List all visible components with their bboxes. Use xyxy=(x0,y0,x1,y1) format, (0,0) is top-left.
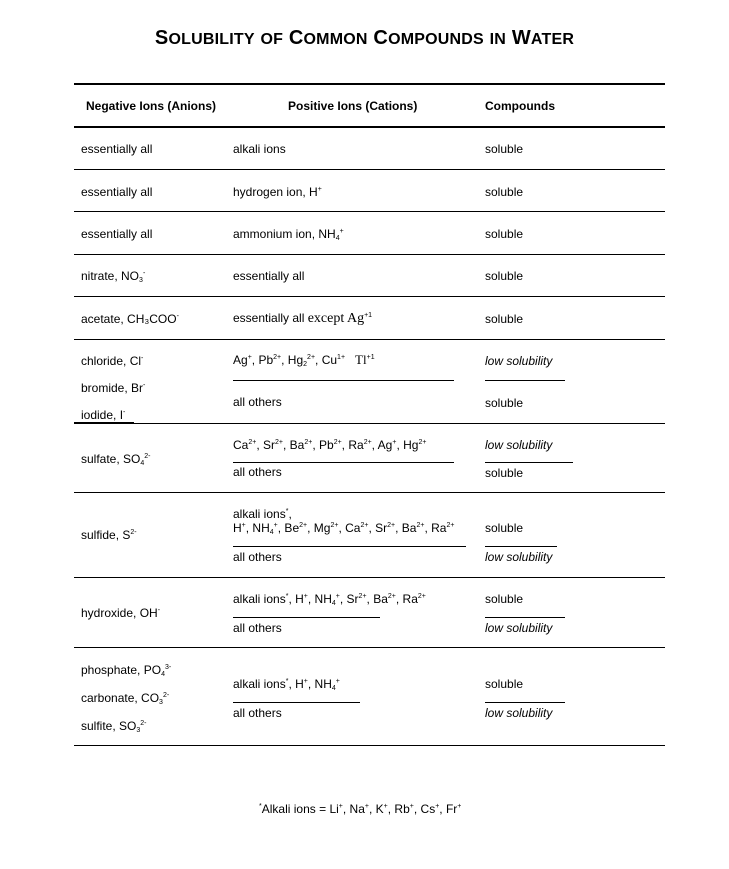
row4-anion: nitrate, $NO_3^-$ xyxy=(81,269,146,284)
compound-divider xyxy=(485,380,565,381)
row-divider xyxy=(74,211,665,212)
row-divider xyxy=(74,296,665,297)
row-divider xyxy=(74,423,665,424)
header-cations: Positive Ions (Cations) xyxy=(288,99,418,113)
row5-compound: soluble xyxy=(485,312,524,326)
row8-anion: sulfide, $S^{2-}$ xyxy=(81,528,137,542)
row6-cation-others: all others xyxy=(233,395,282,409)
table-top-rule xyxy=(74,83,665,85)
cation-divider xyxy=(233,617,380,618)
compound-divider xyxy=(485,702,565,703)
row10-anion-sulfite: sulfite, $SO_3^{2-}$ xyxy=(81,719,147,734)
row-divider xyxy=(74,492,665,493)
row-divider xyxy=(74,339,665,340)
row4-compound: soluble xyxy=(485,269,524,283)
row3-compound: soluble xyxy=(485,227,524,241)
row-divider xyxy=(74,647,665,648)
page-title: SOLUBILITY OF COMMON COMPOUNDS IN WATER xyxy=(154,27,575,49)
row10-compound-low: low solubility xyxy=(485,706,553,720)
row3-cation: ammonium ion, $NH_4^+$ xyxy=(233,227,344,242)
row3-anion: essentially all xyxy=(81,227,153,241)
table-bottom-rule xyxy=(74,745,665,746)
footnote: *Alkali ions = Li+, Na+, K+, Rb+, Cs+, Fr+ xyxy=(259,802,462,816)
row10-anion-carbonate: carbonate, $CO_3^{2-}$ xyxy=(81,691,170,706)
row10-cation-list: alkali ions*, H+, $NH_4^+$ xyxy=(233,677,340,692)
row6-anion-iodide: iodide, I- xyxy=(81,408,126,422)
row-divider xyxy=(74,169,665,170)
row1-cation: alkali ions xyxy=(233,142,286,156)
row1-anion: essentially all xyxy=(81,142,153,156)
compound-divider xyxy=(485,617,565,618)
row6-cation-low: Ag+, $Pb^{2+}$, $Hg_2^{2+}$, $Cu^{1+}$ $Tl^{+1}$ xyxy=(233,352,375,368)
row-divider xyxy=(74,577,665,578)
row10-anion-phosphate: phosphate, $PO_4^{3-}$ xyxy=(81,663,172,678)
row4-cation: essentially all xyxy=(233,269,305,283)
row1-compound: soluble xyxy=(485,142,524,156)
row2-anion: essentially all xyxy=(81,185,153,199)
header-compounds: Compounds xyxy=(485,99,555,113)
row8-cation-list: H+, $NH_4^+$, $Be^{2+}$, $Mg^{2+}$, $Ca^{2+}$, $Sr^{2+}$, $Ba^{2+}$, $Ra^{2+}$ xyxy=(233,521,455,536)
row5-anion: acetate, CH₃COO- xyxy=(81,312,179,326)
row5-cation: essentially all except $Ag^{+1}$ xyxy=(233,311,373,326)
cation-divider xyxy=(233,380,454,381)
row6-anion-bromide: bromide, Br- xyxy=(81,381,146,395)
row2-compound: soluble xyxy=(485,185,524,199)
cation-divider xyxy=(233,546,466,547)
row2-cation: hydrogen ion, H+ xyxy=(233,185,322,199)
row7-compound-low: low solubility xyxy=(485,438,553,452)
cation-divider xyxy=(233,462,454,463)
row7-cation-low: $Ca^{2+}$, $Sr^{2+}$, $Ba^{2+}$, $Pb^{2+}$, $Ra^{2+}$, Ag+, $Hg^{2+}$ xyxy=(233,438,427,452)
header-anions: Negative Ions (Anions) xyxy=(86,99,217,113)
row9-cation-list: alkali ions*, H+, $NH_4^+$, $Sr^{2+}$, $Ba^{2+}$, $Ra^{2+}$ xyxy=(233,592,426,607)
row10-cation-others: all others xyxy=(233,706,282,720)
row7-compound-soluble: soluble xyxy=(485,466,524,480)
row6-anion-chloride: chloride, Cl- xyxy=(81,354,144,368)
cation-divider xyxy=(233,702,360,703)
row6-compound-soluble: soluble xyxy=(485,396,524,410)
row8-compound-soluble: soluble xyxy=(485,521,524,535)
row7-anion: sulfate, $SO_4^{2-}$ xyxy=(81,452,151,467)
row-divider xyxy=(74,254,665,255)
row8-cation-alkali: alkali ions*, xyxy=(233,507,292,521)
row8-compound-low: low solubility xyxy=(485,550,553,564)
compound-divider xyxy=(485,462,573,463)
row9-compound-low: low solubility xyxy=(485,621,553,635)
row10-compound-soluble: soluble xyxy=(485,677,524,691)
header-bottom-rule xyxy=(74,126,665,128)
row9-compound-soluble: soluble xyxy=(485,592,524,606)
compound-divider xyxy=(485,546,557,547)
row9-anion: hydroxide, OH- xyxy=(81,606,161,620)
iodide-underline xyxy=(74,422,134,423)
row6-compound-low: low solubility xyxy=(485,354,553,368)
row7-cation-others: all others xyxy=(233,465,282,479)
row9-cation-others: all others xyxy=(233,621,282,635)
row8-cation-others: all others xyxy=(233,550,282,564)
